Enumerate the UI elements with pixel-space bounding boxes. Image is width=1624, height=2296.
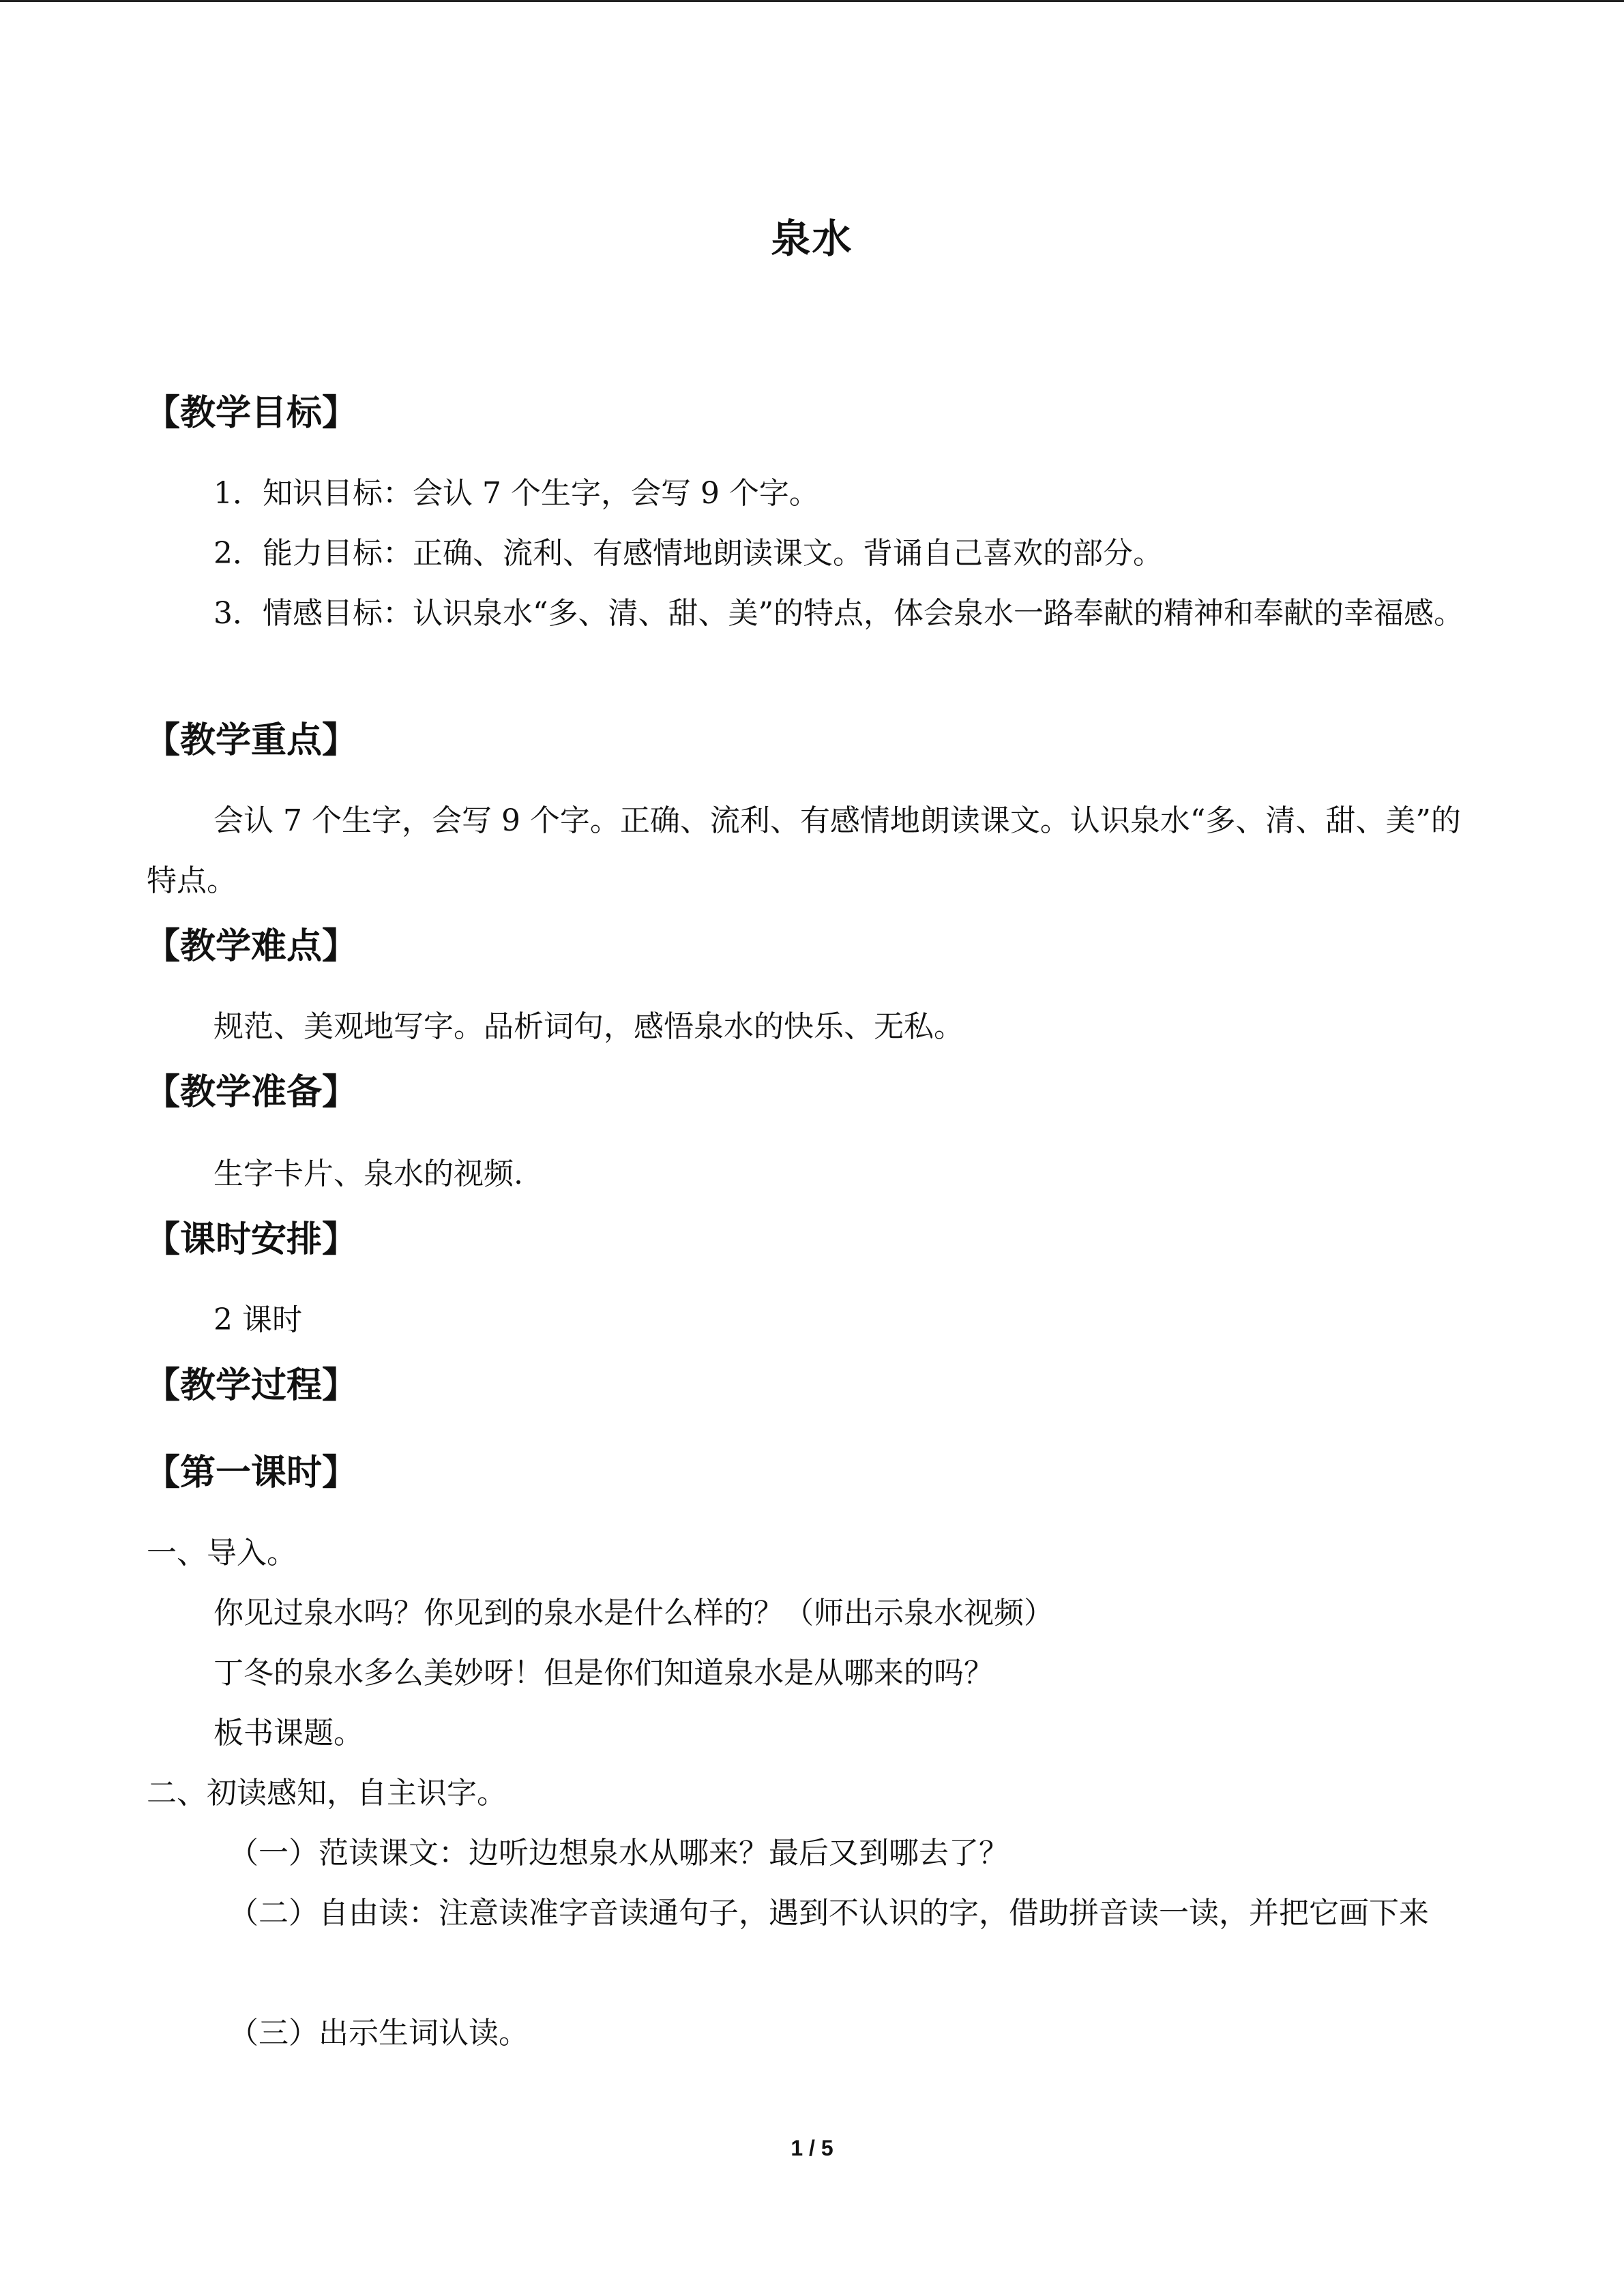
preparation-text: 生字卡片、泉水的视频. bbox=[213, 1157, 523, 1191]
heading-difficulties: 【教学难点】 bbox=[145, 926, 358, 967]
difficulties-text: 规范、美观地写字。品析词句，感悟泉水的快乐、无私。 bbox=[213, 1009, 964, 1044]
top-border-line bbox=[0, 0, 1624, 2]
part2-step-3: （三）出示生词认读。 bbox=[228, 2016, 529, 2051]
schedule-text: 2 课时 bbox=[213, 1302, 302, 1337]
heading-schedule: 【课时安排】 bbox=[145, 1219, 358, 1260]
part2-step-1: （一）范读课文：边听边想泉水从哪来？最后又到哪去了？ bbox=[228, 1836, 1009, 1870]
heading-key-points: 【教学重点】 bbox=[145, 720, 358, 761]
part2-title: 二、初读感知，自主识字。 bbox=[147, 1776, 507, 1810]
heading-preparation: 【教学准备】 bbox=[145, 1072, 358, 1113]
heading-lesson-1: 【第一课时】 bbox=[145, 1452, 358, 1493]
part1-line-3: 板书课题。 bbox=[213, 1716, 364, 1750]
part1-title: 一、导入。 bbox=[147, 1536, 297, 1570]
key-points-text: 会认 7 个生字，会写 9 个字。正确、流利、有感情地朗读课文。认识泉水“多、清、甜、美”的特点。 bbox=[147, 803, 1461, 898]
part1-line-2: 丁冬的泉水多么美妙呀！但是你们知道泉水是从哪来的吗？ bbox=[213, 1656, 994, 1690]
page-number: 1 / 5 bbox=[791, 2136, 833, 2160]
objective-item-2: 2．能力目标：正确、流利、有感情地朗读课文。背诵自己喜欢的部分。 bbox=[213, 536, 1163, 571]
part2-step-2: （二）自由读：注意读准字音读通句子，遇到不认识的字，借助拼音读一读，并把它画下来 bbox=[228, 1896, 1429, 1930]
objective-item-3: 3．情感目标：认识泉水“多、清、甜、美”的特点，体会泉水一路奉献的精神和奉献的幸福感。 bbox=[213, 596, 1464, 631]
part1-line-1: 你见过泉水吗？你见到的泉水是什么样的？（师出示泉水视频） bbox=[213, 1596, 1054, 1630]
heading-process: 【教学过程】 bbox=[145, 1365, 358, 1406]
objective-item-1: 1．知识目标：会认 7 个生字，会写 9 个字。 bbox=[213, 476, 819, 511]
page-title: 泉水 bbox=[771, 215, 853, 262]
heading-objectives: 【教学目标】 bbox=[145, 393, 358, 434]
